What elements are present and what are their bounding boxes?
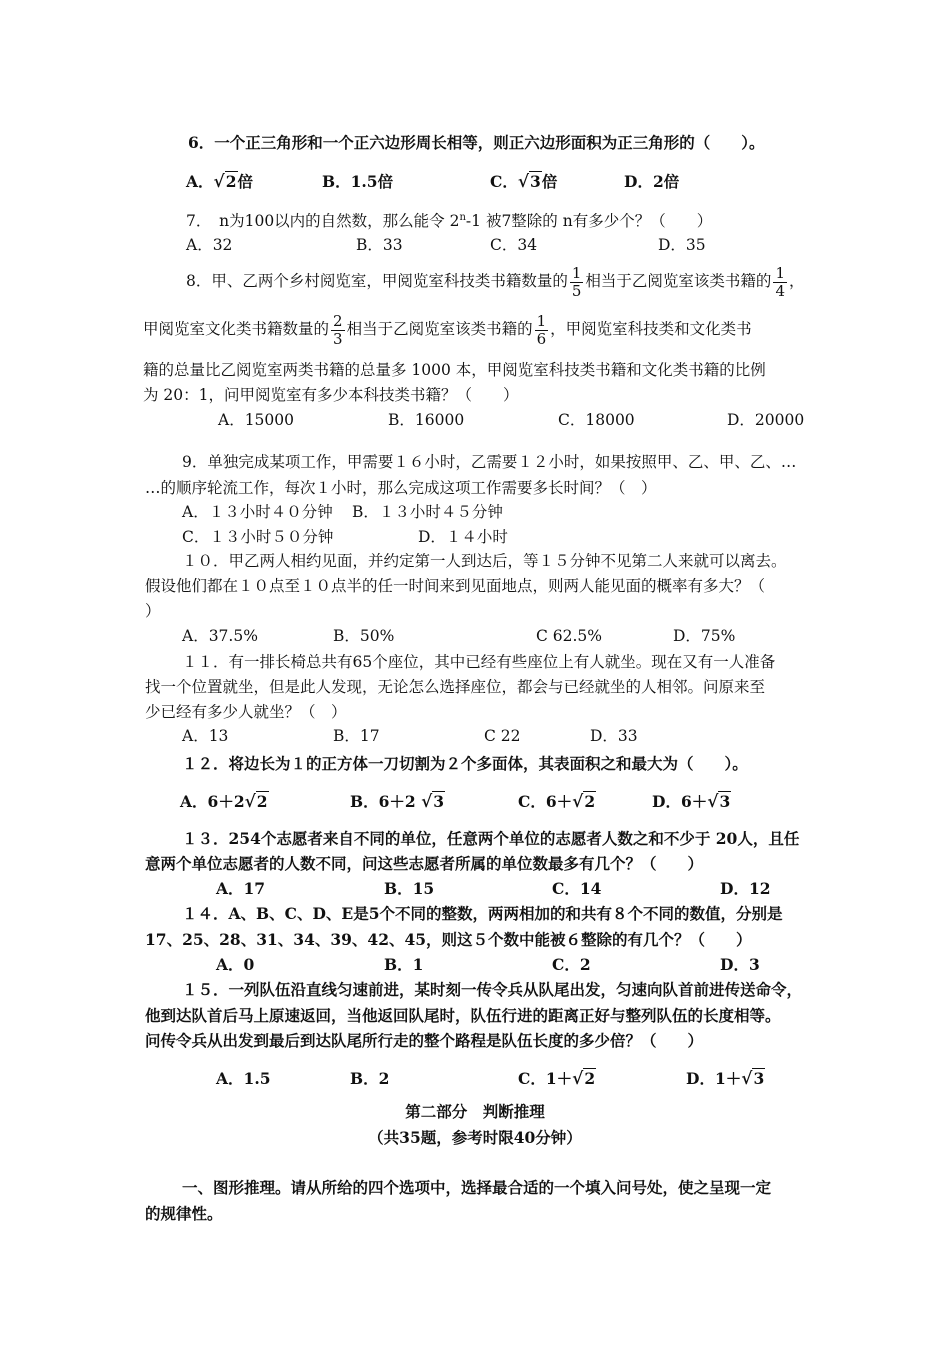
q8-line-4: 为 20：1，问甲阅览室有多少本科技类书籍？（ ） xyxy=(143,386,519,404)
q15-line-1: １５．一列队伍沿直线匀速前进，某时刻一传令兵从队尾出发，匀速向队首前进传送命令， xyxy=(182,980,803,999)
q11-line-3: 少已经有多少人就坐？（ ） xyxy=(145,703,347,721)
q10-option-c: C 62.5% xyxy=(536,627,603,645)
q7-stem: 7． n为100以内的自然数，那么能令 2$^n$-1 被7整除的 n有多少个？（ ） xyxy=(186,212,713,231)
q9-option-b: B．１３小时４５分钟 xyxy=(352,503,503,521)
sqrt: √2 xyxy=(244,792,268,812)
q11-line-2: 找一个位置就坐，但是此人发现，无论怎么选择座位，都会与已经就坐的人相邻。问原来至 xyxy=(145,678,766,696)
q7-option-a: A．32 xyxy=(186,236,233,254)
fraction: $\frac{1}{5}$ xyxy=(571,263,582,300)
q12-stem: １２．将边长为１的正方体一刀切割为２个多面体，其表面积之和最大为（ ）。 xyxy=(182,754,748,773)
sqrt: √3 xyxy=(517,172,541,192)
q15-option-b: B．2 xyxy=(350,1069,390,1088)
q14-option-c: C．2 xyxy=(552,955,591,974)
q8-option-c: C．18000 xyxy=(558,411,635,429)
q14-option-a: A．0 xyxy=(216,955,255,974)
q8-line-2: 甲阅览室文化类书籍数量的 $\frac{2}{3}$ 相当于乙阅览室该类书籍的 $\frac{1}{6}$ ，甲阅览室科技类和文化类书 xyxy=(143,311,752,348)
q11-option-a: A．13 xyxy=(182,727,229,745)
q10-line-3: ） xyxy=(145,602,161,620)
q12-option-c: C．6＋√2 xyxy=(518,792,596,812)
q7-option-b: B．33 xyxy=(356,236,403,254)
q10-option-a: A．37.5% xyxy=(182,627,258,645)
q10-option-d: D．75% xyxy=(673,627,736,645)
q8-line-3: 籍的总量比乙阅览室两类书籍的总量多 1000 本，甲阅览室科技类书籍和文化类书籍的比例 xyxy=(143,361,766,379)
q14-line-2: 17、25、28、31、34、39、42、45，则这５个数中能被６整除的有几个？（ ） xyxy=(145,930,752,949)
q15-line-3: 问传令兵从出发到最后到达队尾所行走的整个路程是队伍长度的多少倍？（ ） xyxy=(145,1031,704,1050)
q11-option-c: C 22 xyxy=(484,727,521,745)
sqrt: √3 xyxy=(707,792,731,812)
q8-option-b: B．16000 xyxy=(388,411,465,429)
q13-option-d: D．12 xyxy=(720,879,771,898)
q9-line-1: 9．单独完成某项工作，甲需要１６小时，乙需要１２小时，如果按照甲、乙、甲、乙、… xyxy=(182,453,797,471)
q6-option-c: C．√3倍 xyxy=(490,172,558,192)
q8-option-d: D．20000 xyxy=(727,411,805,429)
q9-option-a: A．１３小时４０分钟 xyxy=(182,503,333,521)
q9-option-c: C．１３小时５０分钟 xyxy=(182,528,334,546)
q7-option-d: D．35 xyxy=(658,236,706,254)
q7-option-c: C．34 xyxy=(490,236,538,254)
q9-line-2: …的顺序轮流工作，每次１小时，那么完成这项工作需要多长时间？（ ） xyxy=(145,479,657,497)
q8-line-1: 8．甲、乙两个乡村阅览室，甲阅览室科技类书籍数量的 $\frac{1}{5}$ 相当于乙阅览室该类书籍的 $\frac{1}{4}$ ， xyxy=(186,263,805,300)
q11-line-1: １１．有一排长椅总共有65个座位，其中已经有些座位上有人就坐。现在又有一人准备 xyxy=(182,653,776,671)
q13-line-1: １３．254个志愿者来自不同的单位，任意两个单位的志愿者人数之和不少于 20人，且任 xyxy=(182,829,800,848)
q10-line-1: １０．甲乙两人相约见面，并约定第一人到达后，等１５分钟不见第二人来就可以离去。 xyxy=(182,552,787,570)
q15-line-2: 他到达队首后马上原速返回，当他返回队尾时，队伍行进的距离正好与整列队伍的长度相等。 xyxy=(145,1006,781,1025)
sqrt: √3 xyxy=(421,792,445,812)
sqrt: √2 xyxy=(572,1069,596,1089)
q6-option-a: A．√2倍 xyxy=(186,172,254,192)
fraction: $\frac{1}{6}$ xyxy=(536,311,547,348)
q15-option-c: C．1＋√2 xyxy=(518,1069,596,1089)
q13-line-2: 意两个单位志愿者的人数不同，问这些志愿者所属的单位数最多有几个？（ ） xyxy=(145,854,704,873)
q13-option-c: C．14 xyxy=(552,879,602,898)
part2-title: 第二部分 判断推理 xyxy=(405,1102,545,1121)
q6-stem: 6．一个正三角形和一个正六边形周长相等，则正六边形面积为正三角形的（ ）。 xyxy=(188,133,765,152)
q14-line-1: １４．A、B、C、D、E是5个不同的整数，两两相加的和共有８个不同的数值，分别是 xyxy=(182,904,783,923)
q15-option-a: A．1.5 xyxy=(216,1069,271,1088)
q10-option-b: B．50% xyxy=(333,627,395,645)
sqrt: √2 xyxy=(572,792,596,812)
q13-option-a: A．17 xyxy=(216,879,266,898)
q15-option-d: D．1＋√3 xyxy=(686,1069,765,1089)
q6-option-d: D．2倍 xyxy=(624,172,680,191)
part2-subtitle: （共35题，参考时限40分钟） xyxy=(368,1128,582,1147)
q12-option-a: A．6＋2√2 xyxy=(180,792,268,812)
fraction: $\frac{1}{4}$ xyxy=(775,263,785,300)
q13-option-b: B．15 xyxy=(384,879,435,898)
section-instruction-line-2: 的规律性。 xyxy=(145,1204,223,1223)
q12-option-d: D．6＋√3 xyxy=(652,792,731,812)
q8-option-a: A．15000 xyxy=(218,411,295,429)
section-instruction-line-1: 一、图形推理。请从所给的四个选项中，选择最合适的一个填入问号处，使之呈现一定 xyxy=(182,1178,772,1197)
q9-option-d: D．１４小时 xyxy=(418,528,508,546)
q11-option-b: B．17 xyxy=(333,727,380,745)
fraction: $\frac{2}{3}$ xyxy=(333,311,343,348)
sqrt: √3 xyxy=(741,1069,765,1089)
q11-option-d: D．33 xyxy=(590,727,638,745)
sqrt: √2 xyxy=(213,172,237,192)
q6-option-b: B．1.5倍 xyxy=(322,172,394,191)
q10-line-2: 假设他们都在１０点至１０点半的任一时间来到见面地点，则两人能见面的概率有多大？（ xyxy=(145,577,766,595)
q14-option-d: D．3 xyxy=(720,955,760,974)
q12-option-b: B．6＋2 √3 xyxy=(350,792,445,812)
q14-option-b: B．1 xyxy=(384,955,424,974)
